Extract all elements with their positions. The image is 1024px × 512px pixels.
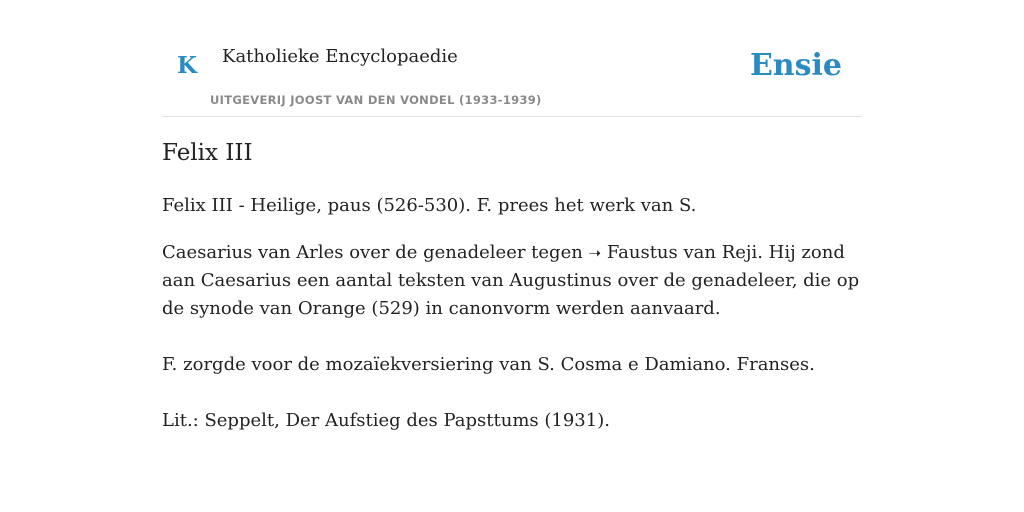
cross-reference-label: Faustus van Reji: [606, 242, 758, 263]
cross-reference-link[interactable]: [589, 242, 758, 263]
paragraph-text: Caesarius van Arles over de genadeleer tegen: [162, 242, 589, 263]
article-paragraph-mosaic: F. zorgde voor de mozaïekversiering van S. Cosma e Damiano. Franses.: [162, 354, 815, 375]
page-container: [162, 0, 862, 431]
ensie-brand-logo[interactable]: Ensie: [749, 48, 842, 83]
encyclopedia-title[interactable]: Katholieke Encyclopaedie: [222, 46, 458, 67]
encyclopedia-logo[interactable]: K: [177, 52, 197, 79]
article-body: [162, 192, 862, 435]
paragraph-text: . Hij zond aan Caesarius een aantal teksten van Augustinus over de genadeleer, die op de synode van Orange (529) in canonvorm werden aanvaard.: [162, 242, 860, 319]
article-paragraph-intro: Felix III - Heilige, paus (526-530). F. prees het werk van S.: [162, 195, 697, 216]
article-title: Felix III: [162, 140, 253, 166]
site-header: [162, 0, 862, 117]
arrow-icon: ➝: [588, 244, 602, 262]
article-paragraph-doctrine: [162, 239, 862, 323]
article-literature: Lit.: Seppelt, Der Aufstieg des Papsttums (1931).: [162, 410, 610, 431]
publisher-line: UITGEVERIJ JOOST VAN DEN VONDEL (1933-1939): [210, 93, 542, 107]
